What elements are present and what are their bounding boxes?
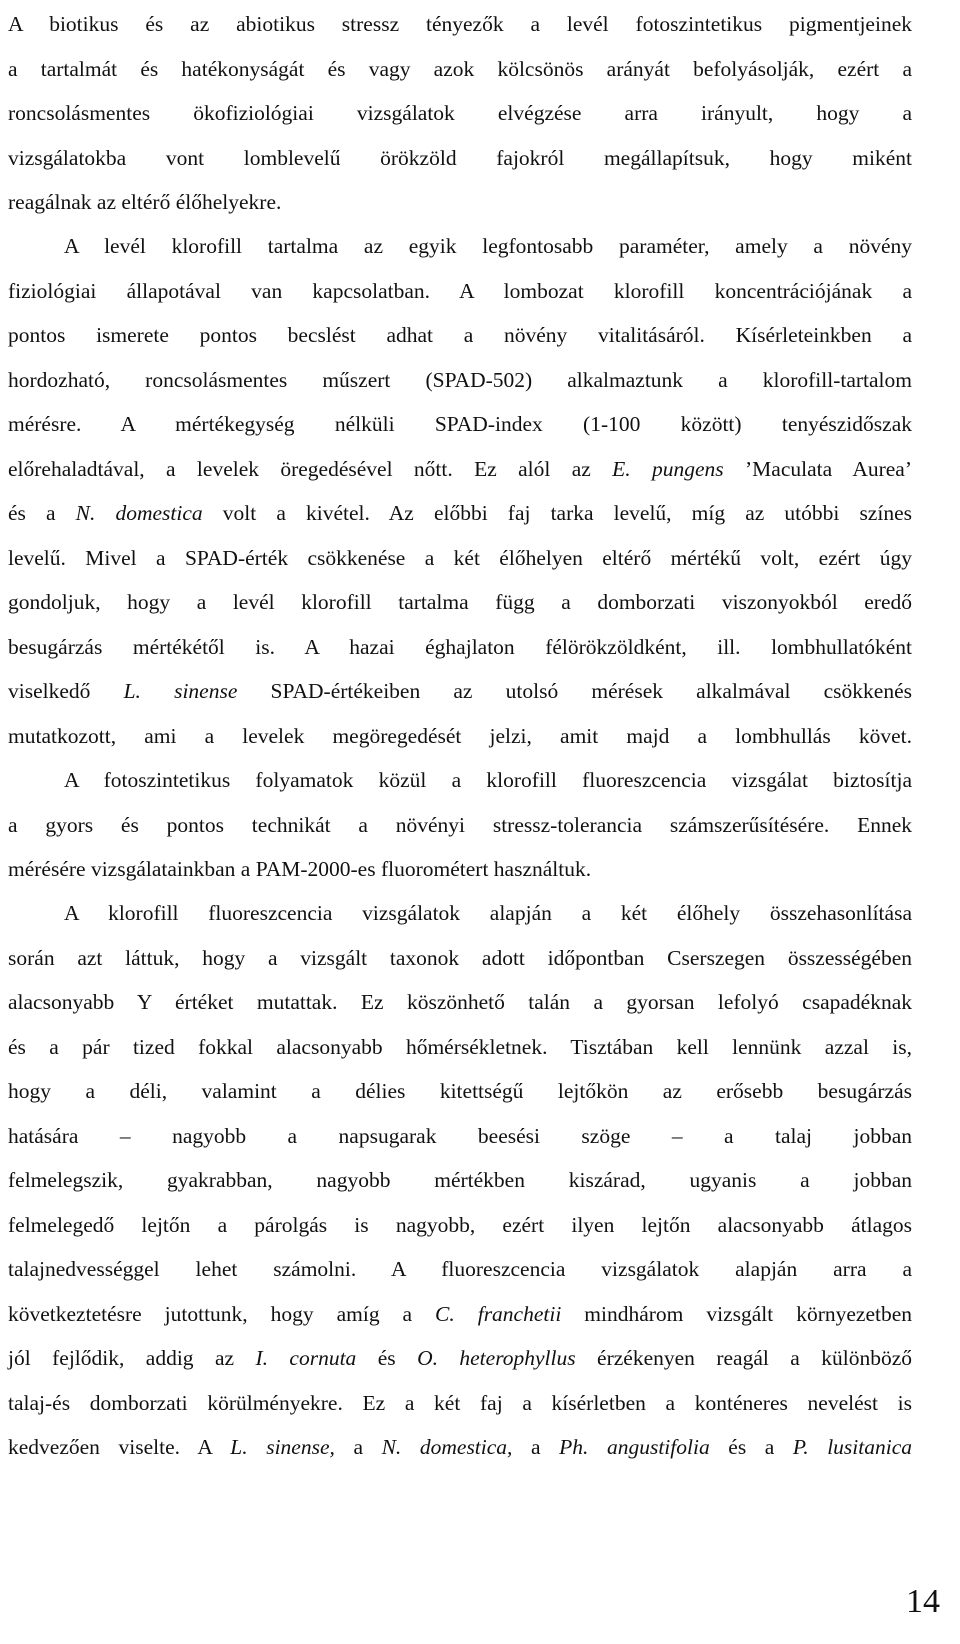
text-line	[8, 1025, 912, 1070]
text-run: és a pár tized fokkal alacsonyabb hőmérsékletnek. Tisztában kell lennünk azzal is,	[8, 1034, 912, 1059]
text-run: A fotoszintetikus folyamatok közül a klorofill fluoreszcencia vizsgálat biztosítja	[64, 768, 912, 792]
text-run: mérésére vizsgálatainkban a PAM-2000-es fluorométert használtuk.	[8, 857, 592, 881]
text-line	[8, 47, 912, 92]
text-run: reagálnak az eltérő élőhelyekre.	[8, 190, 282, 214]
text-line	[8, 2, 912, 47]
text-line	[8, 358, 912, 403]
italic-species-name: N. domestica,	[381, 1435, 513, 1459]
text-run: ’Maculata Aurea’	[723, 456, 913, 481]
text-run: és a	[8, 501, 76, 525]
text-run: gondoljuk, hogy a levél klorofill tartalma függ a domborzati viszonyokból eredő	[8, 590, 912, 614]
text-run: előrehaladtával, a levelek öregedésével nőtt. Ez alól az	[8, 456, 613, 481]
paragraph-3	[8, 758, 912, 892]
text-run: következtetésre jutottunk, hogy amíg a	[8, 1301, 436, 1326]
text-line	[8, 491, 912, 536]
text-run: érzékenyen reagál a különböző	[575, 1346, 912, 1370]
italic-species-name: P. lusitanica	[792, 1435, 913, 1459]
text-run: alacsonyabb Y értéket mutattak. Ez köszönhető talán a gyorsan lefolyó csapadéknak	[8, 990, 912, 1014]
text-line	[8, 980, 912, 1025]
text-line	[8, 1425, 912, 1470]
text-run: levelű. Mivel a SPAD-érték csökkenése a két élőhelyen eltérő mértékű volt, ezért úgy	[8, 545, 912, 570]
page-number: 14	[906, 1583, 940, 1620]
text-line	[8, 180, 912, 225]
text-run: A klorofill fluoreszcencia vizsgálatok alapján a két élőhely összehasonlítása	[64, 901, 912, 925]
text-run: hatására – nagyobb a napsugarak beesési szöge – a talaj jobban	[8, 1123, 912, 1148]
text-line	[8, 447, 912, 492]
text-run: volt a kivétel. Az előbbi faj tarka levelű, míg az utóbbi színes	[202, 501, 912, 525]
text-line	[8, 803, 912, 848]
italic-species-name: I. cornuta	[255, 1346, 357, 1370]
text-line	[8, 1069, 912, 1114]
text-line	[8, 91, 912, 136]
text-run: hogy a déli, valamint a délies kitettségű lejtőkön az erősebb besugárzás	[8, 1079, 912, 1103]
text-run: A levél klorofill tartalma az egyik legfontosabb paraméter, amely a növény	[64, 234, 912, 258]
text-run: hordozható, roncsolásmentes műszert (SPAD-502) alkalmaztunk a klorofill-tartalom	[8, 367, 912, 392]
text-line	[8, 1158, 912, 1203]
italic-species-name: C. franchetii	[435, 1301, 562, 1326]
text-run: fiziológiai állapotával van kapcsolatban. A lombozat klorofill koncentrációjának a	[8, 278, 912, 303]
text-line	[8, 1336, 912, 1381]
text-line	[8, 847, 912, 892]
italic-species-name: L. sinense	[123, 679, 238, 703]
italic-species-name: Ph. angustifolia	[559, 1435, 710, 1459]
text-run: kedvezően viselte. A	[8, 1435, 231, 1459]
text-run: a tartalmát és hatékonyságát és vagy azok kölcsönös arányát befolyásolják, ezért a	[8, 56, 912, 81]
text-line	[8, 136, 912, 181]
italic-species-name: E. pungens	[612, 456, 724, 481]
text-run: a	[512, 1435, 560, 1459]
text-run: mutatkozott, ami a levelek megöregedését jelzi, amit majd a lombhullás követ.	[8, 723, 912, 748]
text-line	[8, 625, 912, 670]
text-line	[8, 714, 912, 759]
text-line	[8, 758, 912, 803]
text-run: mérésre. A mértékegység nélküli SPAD-index (1-100 között) tenyészidőszak	[8, 412, 912, 436]
text-run: és a	[709, 1435, 793, 1459]
text-line	[8, 1381, 912, 1426]
text-run: felmelegedő lejtőn a párolgás is nagyobb, ezért ilyen lejtőn alacsonyabb átlagos	[8, 1212, 912, 1237]
text-run: felmelegszik, gyakrabban, nagyobb mértékben kiszárad, ugyanis a jobban	[8, 1168, 912, 1192]
text-run: a gyors és pontos technikát a növényi stressz-tolerancia számszerűsítésére. Ennek	[8, 812, 912, 837]
text-line	[8, 269, 912, 314]
text-run: SPAD-értékeiben az utolsó mérések alkalmával csökkenés	[237, 679, 913, 703]
italic-species-name: N. domestica	[75, 501, 203, 525]
text-line	[8, 224, 912, 269]
italic-species-name: L. sinense,	[230, 1435, 335, 1459]
text-run: talajnedvességgel lehet számolni. A fluoreszcencia vizsgálatok alapján arra a	[8, 1257, 912, 1281]
text-run: mindhárom vizsgált környezetben	[561, 1301, 912, 1326]
text-run: vizsgálatokba vont lomblevelű örökzöld fajokról megállapítsuk, hogy miként	[8, 145, 912, 170]
text-line	[8, 402, 912, 447]
text-run: jól fejlődik, addig az	[8, 1346, 256, 1370]
text-run: pontos ismerete pontos becslést adhat a növény vitalitásáról. Kísérleteinkben a	[8, 323, 912, 347]
text-line	[8, 536, 912, 581]
paragraph-2	[8, 224, 912, 758]
text-line	[8, 669, 912, 714]
text-line	[8, 1203, 912, 1248]
text-run: A biotikus és az abiotikus stressz tényezők a levél fotoszintetikus pigmentjeinek	[8, 12, 912, 36]
paragraph-1	[8, 2, 912, 225]
text-run: besugárzás mértékétől is. A hazai éghajlaton félörökzöldként, ill. lombhullatóként	[8, 634, 912, 659]
italic-species-name: O. heterophyllus	[417, 1346, 576, 1370]
text-line	[8, 313, 912, 358]
text-line	[8, 580, 912, 625]
text-run: során azt láttuk, hogy a vizsgált taxonok adott időpontban Cserszegen összességében	[8, 945, 912, 970]
text-line	[8, 1114, 912, 1159]
text-run: a	[334, 1435, 382, 1459]
text-line	[8, 1292, 912, 1337]
paragraph-4	[8, 891, 912, 1470]
text-line	[8, 936, 912, 981]
text-run: roncsolásmentes ökofiziológiai vizsgálatok elvégzése arra irányult, hogy a	[8, 101, 912, 125]
text-line	[8, 891, 912, 936]
text-line	[8, 1247, 912, 1292]
text-run: és	[356, 1346, 418, 1370]
text-run: viselkedő	[8, 679, 124, 703]
text-run: talaj-és domborzati körülményekre. Ez a két faj a kísérletben a konténeres nevelést is	[8, 1390, 912, 1415]
